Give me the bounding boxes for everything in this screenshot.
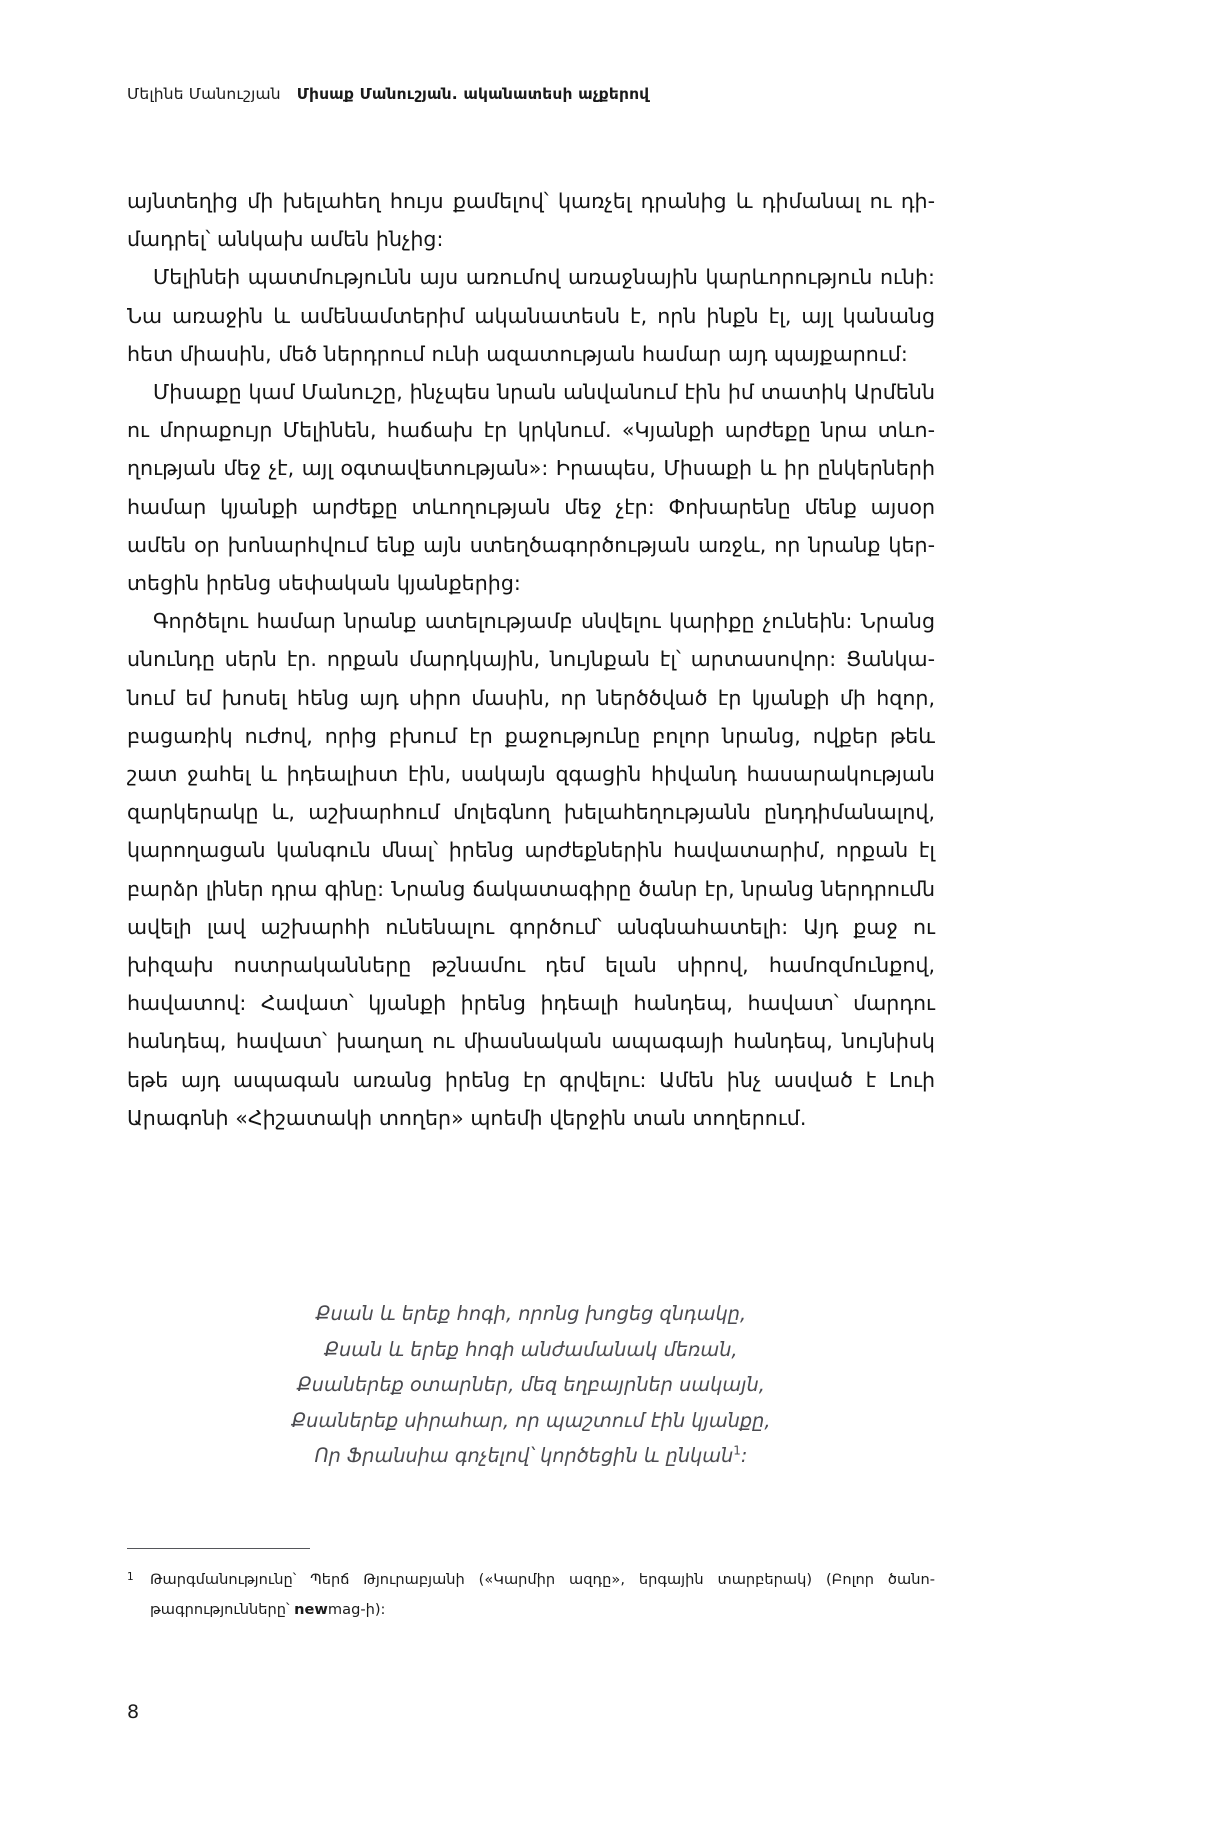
poem-line-3: Քսաներեք օտարներ, մեզ եղբայրներ սակայն, bbox=[297, 1373, 765, 1396]
footnote-reference-marker[interactable]: 1 bbox=[733, 1443, 741, 1458]
footnote-separator-rule bbox=[127, 1548, 310, 1549]
poem-line-2: Քսան և երեք հոգի անժամանակ մեռան, bbox=[324, 1337, 738, 1361]
page-number: 8 bbox=[127, 1701, 140, 1723]
footnote-number: 1 bbox=[127, 1571, 134, 1583]
poem-line-4: Քսաներեք սիրահար, որ պաշտում էին կյանքը, bbox=[291, 1408, 771, 1432]
footnote-text bbox=[127, 1565, 935, 1625]
paragraph-4: Գործելու համար նրանք ատելությամբ սնվելու կարիքը չունեին: Նրանց սնունդը սերն էր. որքան մարդկային, նույնքան էլ՝ արտասովոր: Ցանկանում եմ խոսել հենց այդ սիրո մասին, որ ներծծված էր կյանքի մի հզոր, բացառիկ ուժով, որից բխում էր քաջությունը բոլոր նրանց, ովքեր թեև շատ ջահել և իդեալիստ էին, սակայն զգացին հիվանդ հասարակության զարկերակը և, աշխարհում մոլեգնող խելահեղությանն ընդդիմանալով, կարողացան կանգուն մնալ՝ իրենց արժեքներին հավատարիմ, որքան էլ բարձր լիներ դրա գինը: Նրանց ճակատագիրը ծանր էր, նրանց ներդրումն ավելի լավ աշխարհի ունենալու գործում՝ անգնահատելի: Այդ քաջ ու խիզախ ոստրականները թշնամու դեմ ելան սիրով, համոզմունքով, հավատով: Հավատ՝ կյանքի իրենց իդեալի հանդեպ, հավատ՝ մարդու հանդեպ, հավատ՝ խաղաղ ու միասնական ապագայի հանդեպ, նույնիսկ եթե այդ ապագան առանց իրենց էր գրվելու: Ամեն ինչ ասված է Լուի Արագոնի «Հիշատակի տողեր» պոեմի վերջին տան տողերում. bbox=[127, 609, 935, 1130]
footnote-text-part-2: mag-ի): bbox=[327, 1601, 386, 1618]
poem-line-5-tail: : bbox=[740, 1444, 748, 1467]
paragraph-1: այնտեղից մի խելահեղ հույս քամելով՝ կառչել դրանից և դիմանալ ու դիմադրել՝ անկախ ամեն ինչից: bbox=[127, 189, 935, 252]
paragraph-2: Մելինեի պատմությունն այս առումով առաջնային կարևորություն ունի: Նա առաջին և ամենամտերիմ ականատեսն է, որն ինքն էլ, այլ կանանց հետ միասին, մեծ ներդրում ունի ազատության համար այդ պայքարում: bbox=[127, 265, 935, 366]
running-header bbox=[127, 84, 1077, 104]
footnote-text-part-1: Թարգմանությունը՝ Պերճ Թյուրաբյանի («Կարմիր ազդը», երգային տարբերակ) (Բոլոր ծանոթագրությունները՝ bbox=[150, 1571, 935, 1618]
poem-line-5 bbox=[127, 1438, 935, 1474]
running-header-title: Միսաք Մանուշյան. ականատեսի աչքերով bbox=[296, 85, 650, 103]
body-text bbox=[127, 182, 935, 1137]
paragraph-3: Միսաքը կամ Մանուշը, ինչպես նրան անվանում էին իմ տատիկ Արմենն ու մորաքույր Մելինեն, հաճախ էր կրկնում. «Կյանքի արժեքը նրա տևողության մեջ չէ, այլ օգտավետության»: Իրապես, Միսաքի և իր ընկերների համար կյանքի արժեքը տևողության մեջ չէր: Փոխարենը մենք այսօր ամեն օր խոնարհվում ենք այն ստեղծագործության առջև, որ նրանք կերտեցին իրենց սեփական կյանքերից: bbox=[127, 380, 935, 596]
poem-line-5-text: Որ Ֆրանսիա գոչելով՝ կործեցին և ընկան bbox=[314, 1444, 734, 1467]
poem-block bbox=[127, 1296, 935, 1474]
poem-line-1: Քսան և երեք հոգի, որոնց խոցեց զնդակը, bbox=[315, 1302, 747, 1325]
running-header-author: Մելինե Մանուշյան bbox=[127, 85, 281, 103]
footnote-block bbox=[127, 1548, 935, 1625]
footnote-brand-bold: new bbox=[294, 1601, 328, 1618]
